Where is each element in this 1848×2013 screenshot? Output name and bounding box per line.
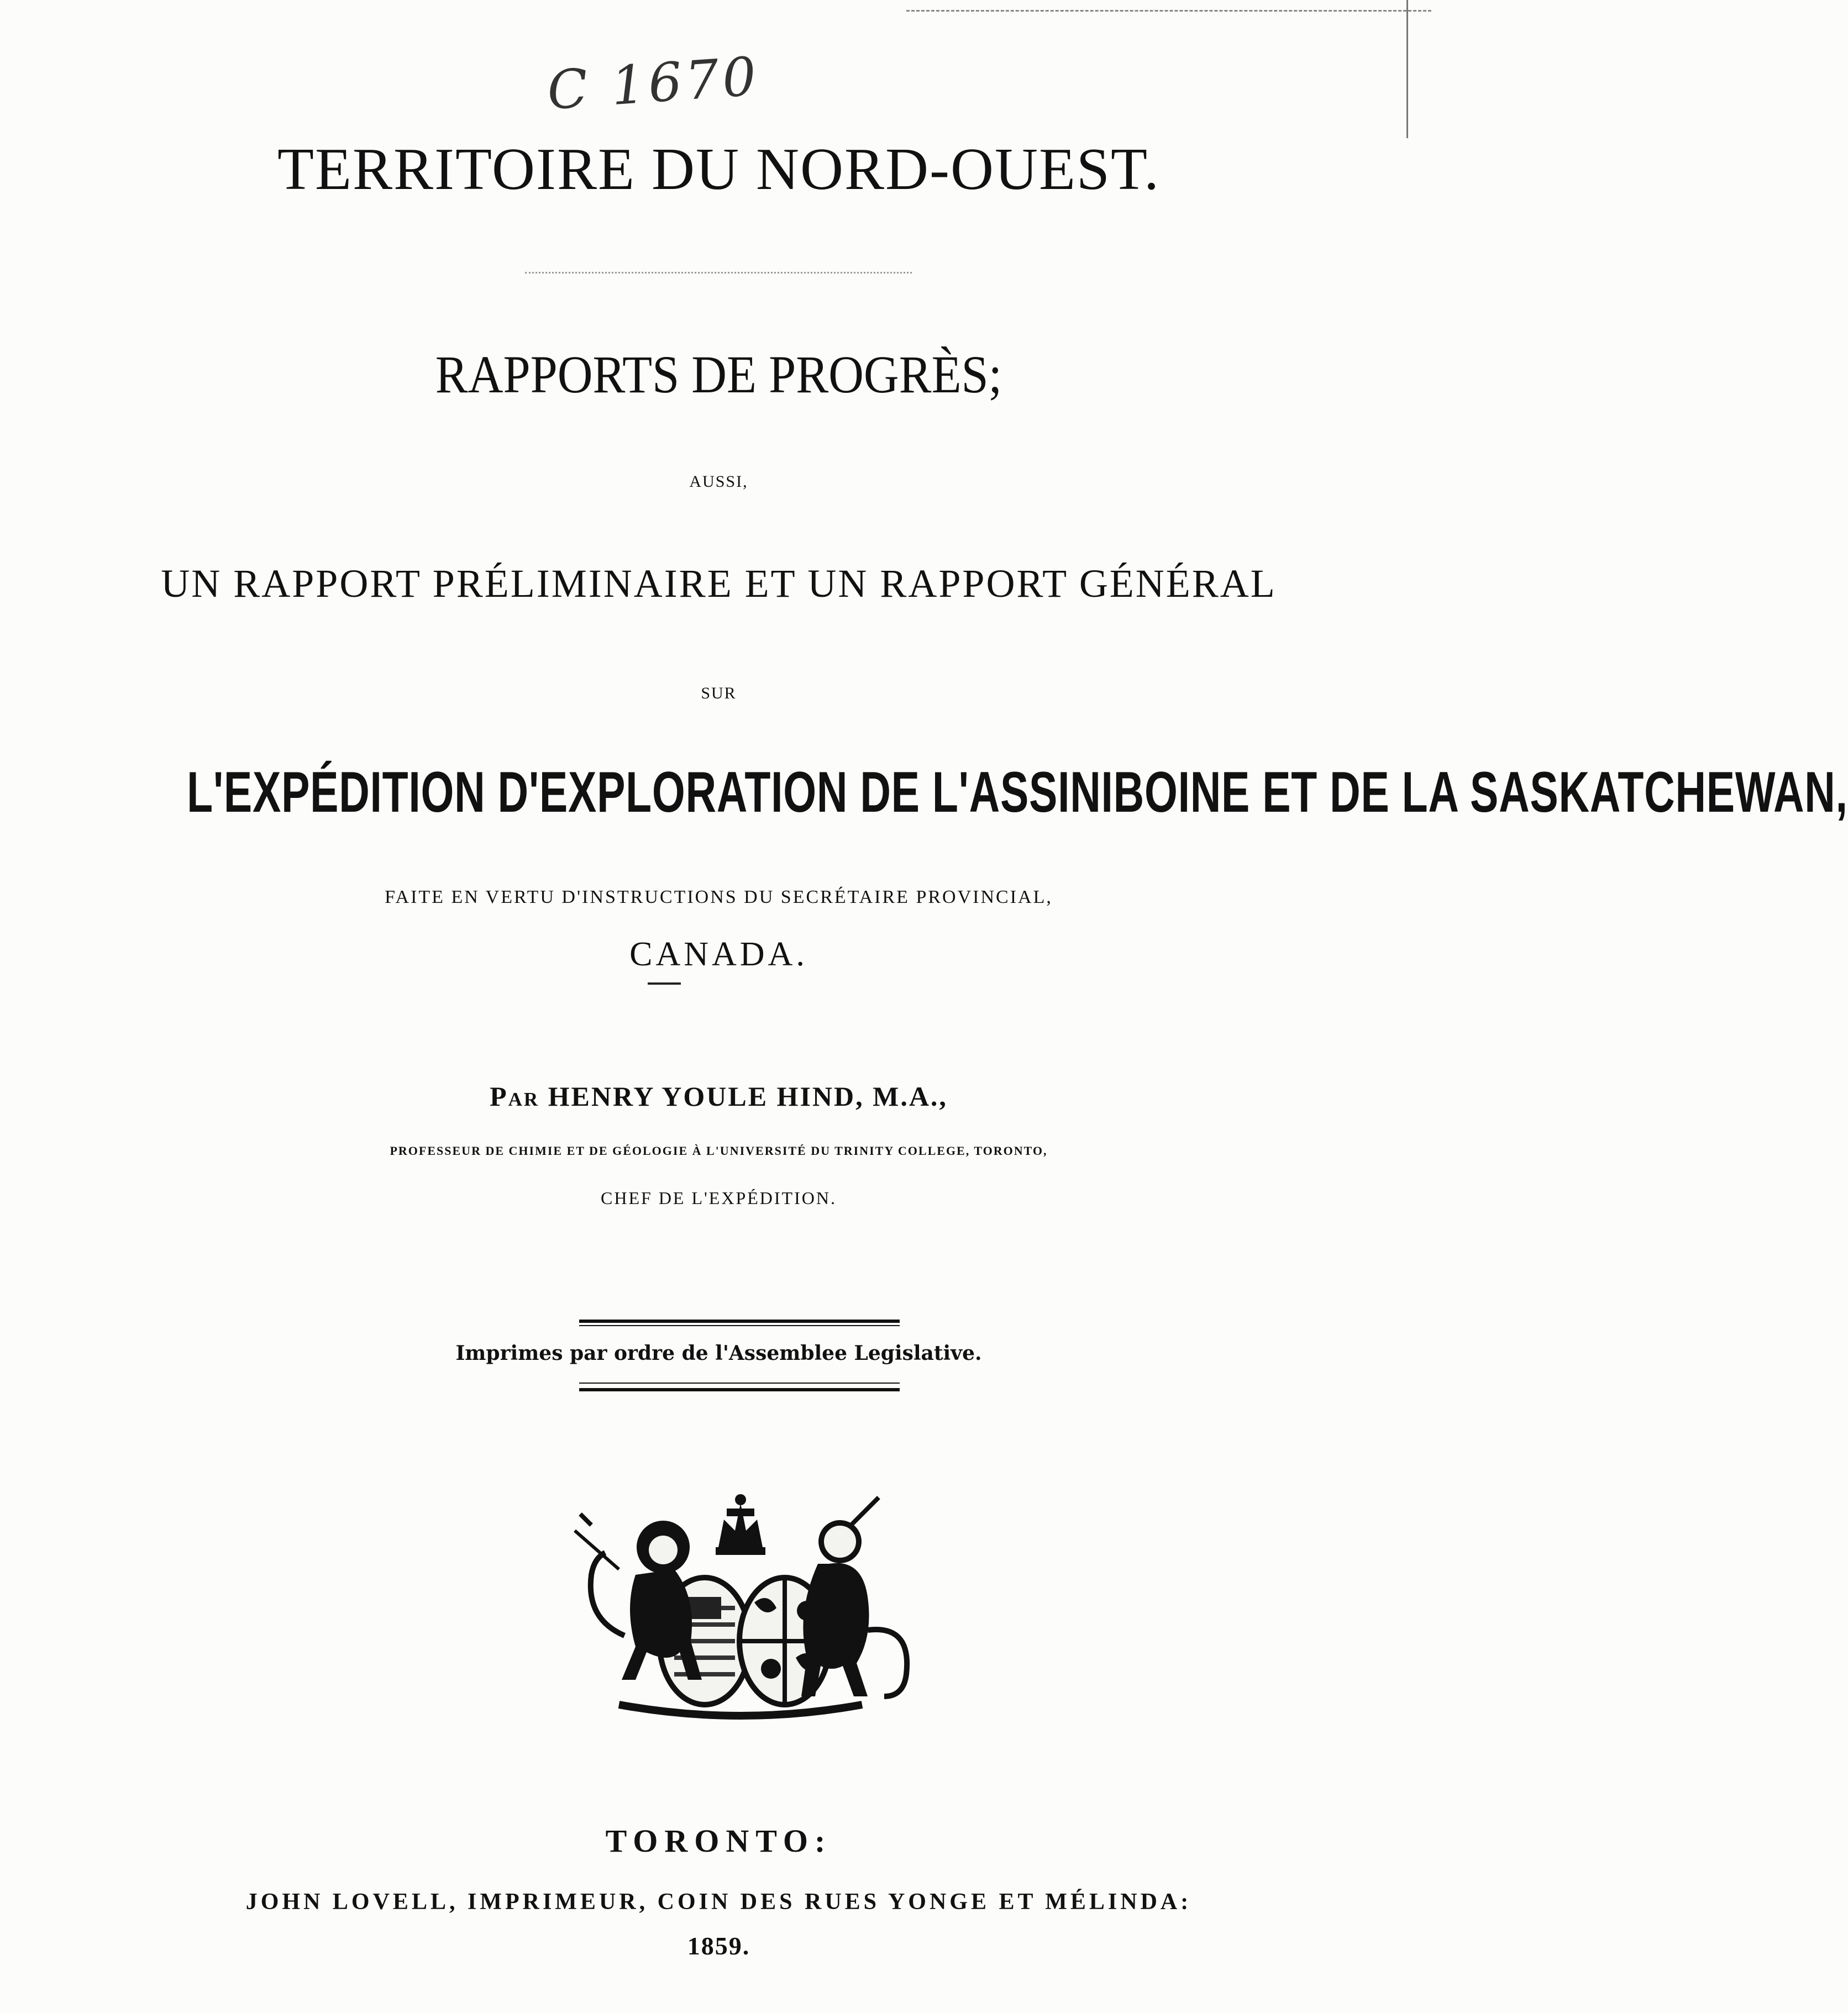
- imprint-city: TORONTO:: [605, 1823, 832, 1859]
- top-margin-mark: [906, 10, 1431, 16]
- unicorn-icon: [801, 1497, 907, 1696]
- author-prefix: Par: [490, 1081, 540, 1112]
- instructions-line: FAITE EN VERTU D'INSTRUCTIONS DU SECRÉTAIRE PROVINCIAL,: [385, 887, 1053, 907]
- subtitle: RAPPORTS DE PROGRÈS;: [435, 345, 1002, 404]
- country-line: CANADA.: [629, 935, 808, 973]
- rule-bottom-thin: [579, 1383, 900, 1384]
- professor-line: PROFESSEUR DE CHIMIE ET DE GÉOLOGIE À L'UNIVERSITÉ DU TRINITY COLLEGE, TORONTO,: [390, 1144, 1048, 1158]
- imprint-printer: JOHN LOVELL, IMPRIMEUR, COIN DES RUES YONGE ET MÉLINDA:: [245, 1889, 1192, 1915]
- rule-top-thin: [579, 1325, 900, 1326]
- royal-coat-of-arms: [553, 1492, 928, 1724]
- lion-icon: [575, 1514, 702, 1680]
- rule-top-thick: [579, 1320, 900, 1323]
- author-name: HENRY YOULE HIND, M.A.,: [548, 1081, 948, 1112]
- country-underline: [648, 982, 681, 985]
- expedition-title: L'EXPÉDITION D'EXPLORATION DE L'ASSINIBOINE ET DE LA SASKATCHEWAN,: [187, 760, 1848, 824]
- sur-label: SUR: [701, 684, 737, 702]
- rule-bottom-thick: [579, 1388, 900, 1391]
- margin-line: [1406, 0, 1408, 138]
- decorative-divider: [525, 272, 912, 274]
- printing-order: Imprimes par ordre de l'Assemblee Legislative.: [455, 1342, 982, 1365]
- crown-icon: [716, 1494, 765, 1555]
- author-line: [0, 1080, 1437, 1112]
- catalog-stamp: C 1670: [545, 45, 762, 122]
- page-title: TERRITOIRE DU NORD-OUEST.: [277, 136, 1160, 202]
- chief-line: CHEF DE L'EXPÉDITION.: [601, 1188, 837, 1208]
- imprint-year: 1859.: [687, 1932, 750, 1960]
- aussi-label: AUSSI,: [689, 472, 748, 491]
- report-line: UN RAPPORT PRÉLIMINAIRE ET UN RAPPORT GÉNÉRAL: [161, 561, 1277, 606]
- motto-ribbon: [619, 1705, 862, 1716]
